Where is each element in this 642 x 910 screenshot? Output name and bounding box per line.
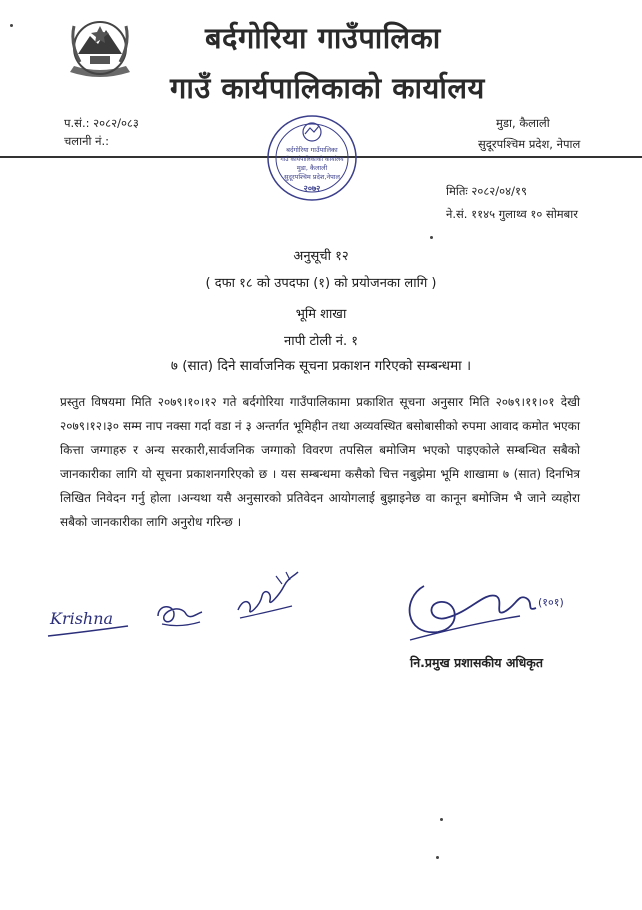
notice-subject: ७ (सात) दिने सार्वाजनिक सूचना प्रकाशन गरिएको सम्बन्धमा । xyxy=(170,358,472,374)
office-name: गाउँ कार्यपालिकाको कार्यालय xyxy=(170,71,485,105)
signature-2 xyxy=(152,598,208,632)
scan-speck xyxy=(436,856,439,859)
survey-team: नापी टोली नं. १ xyxy=(284,334,358,349)
signature-3 xyxy=(232,566,304,624)
municipality-name: बर्दगोरिया गाउँपालिका xyxy=(205,21,441,55)
government-emblem-icon xyxy=(60,14,140,84)
address-line-2: सुदूरपश्चिम प्रदेश, नेपाल xyxy=(478,137,581,151)
stamp-line-4: सुदूरपश्चिम प्रदेश,नेपाल xyxy=(284,173,340,181)
schedule-heading: अनुसूची १२ xyxy=(293,249,349,264)
issue-date: मितिः २०८२/०४/१९ xyxy=(446,184,527,198)
cao-signature-date: (१०१) xyxy=(538,596,564,609)
cao-signature xyxy=(400,566,590,652)
cao-designation: नि.प्रमुख प्रशासकीय अधिकृत xyxy=(410,655,544,670)
notice-body: प्रस्तुत विषयमा मिति २०७९।१०।१२ गते बर्दगोरिया गाउँपालिकामा प्रकाशित सूचना अनुसार मिति २०७९।११।०१ देखी २०७९।१२।३० सम्म नाप नक्सा गर्दा वडा नं ३ अन्तर्गत भूमिहीन तथा अव्यवस्थित बसोबासीको रुपमा आवाद कमोत भएका कित्ता जग्गाहरु र अन्य सरकारी,सार्वजनिक जग्गाको विवरण तपसिल बमोजिम भएको पाइएकोले सम्बन्धित सबैको जानकारीका लागि यो सूचना प्रकाशनगरिएको छ । यस सम्बन्धमा कसैको चित्त नबुझेमा भूमि शाखामा ७ (सात) दिनभित्र लिखित निवेदन गर्नु होला ।अन्यथा यसै अनुसारको प्रतिवेदन आयोगलाई बुझाइनेछ वा कानून बमोजिम भै जाने व्यहोरा सबैको जानकारीका लागि अनुरोध गरिन्छ । xyxy=(60,395,580,529)
reference-number: प.सं.: २०८२/०८३ xyxy=(64,116,139,130)
signature-1-text: Krishna xyxy=(50,609,114,628)
stamp-line-1: बर्दगोरिया गाउँपालिका xyxy=(286,146,338,154)
scan-speck xyxy=(10,24,13,27)
scan-speck xyxy=(430,236,433,239)
dispatch-number: चलानी नं.: xyxy=(64,134,110,148)
purpose-line: ( दफा १८ को उपदफा (१) को प्रयोजनका लागि ) xyxy=(205,276,437,291)
scan-speck xyxy=(440,818,443,821)
address-line-1: मुडा, कैलाली xyxy=(496,116,550,130)
branch-name: भूमि शाखा xyxy=(295,307,347,322)
office-stamp xyxy=(264,112,360,204)
stamp-line-3: मुडा, कैलाली xyxy=(296,164,328,172)
signature-1 xyxy=(44,596,134,642)
nepal-sambat-date: ने.सं. ११४५ गुलाथ्व १० सोमबार xyxy=(446,207,578,221)
stamp-line-2: गाउँ कार्यपालिकाको कार्यालय xyxy=(280,156,344,163)
stamp-year: २०७२ xyxy=(303,184,321,193)
